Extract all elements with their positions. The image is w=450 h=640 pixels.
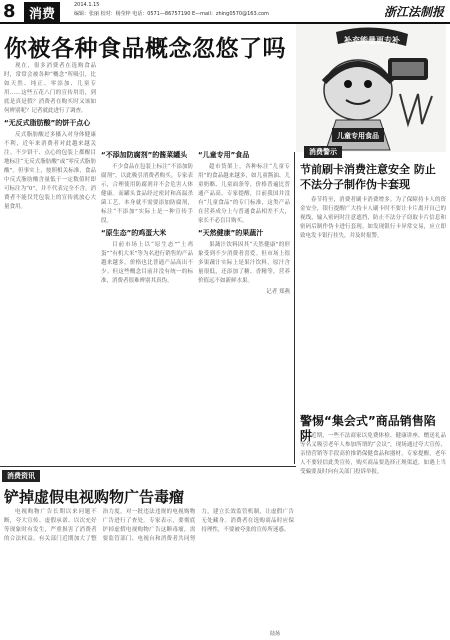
warning-bar: 消费警示 xyxy=(304,146,342,158)
trap-body xyxy=(300,432,446,636)
cartoon-tag: 补充能量更专补 xyxy=(344,36,400,45)
lead-paragraph: 现在，很多消费者在选购食品时，常常会被各种“概念”所吸引，比如天然、纯正、零添加、儿童专用……这些五花八门的宣传用语，到底是真是假？消费者在购买时又该如何辨别呢？记者就此进行了调查。 xyxy=(4,63,96,114)
cartoon-caption: 儿童专用食品 xyxy=(337,132,379,140)
warning-headline: 节前刷卡消费注意安全 防止不法分子制作伪卡套现 xyxy=(300,163,436,191)
contact-info: 校对：杨莹梓 电话：0571—86757190 E—mail：zhing0570@163.com xyxy=(100,11,269,17)
cartoon-illustration xyxy=(296,24,446,152)
masthead xyxy=(0,0,450,24)
main-headline: 你被各种食品概念忽悠了吗 xyxy=(4,36,286,62)
column-divider xyxy=(294,152,295,464)
bottom-byline: 陆扬 xyxy=(270,631,281,637)
section-2-text: 不少食品在包装上标注“不添加防腐剂”，以此吸引消费者购买。专家表示，合理使用防腐剂并不会危害人体健康。而罐头食品经过密封和高温杀菌工艺，本身就不需要添加防腐剂，标注“不添加”实际上是一种宣传手段。 xyxy=(101,164,193,224)
subhead-2: “不添加防腐剂”的酱菜罐头 xyxy=(101,151,188,159)
subhead-5: “天然健康”的果蔬汁 xyxy=(198,229,264,237)
section-name: 消费 xyxy=(24,2,60,23)
section-3-text: 目前市场上以“原生态”“土鸡蛋”“有机大米”等为名进行销售的产品越来越多，价格也比普通产品高出不少。但这些概念目前并没有统一的标准，消费者很难辨别其真伪。 xyxy=(101,242,193,284)
bottom-bar: 消费资讯 xyxy=(2,470,40,482)
warning-body xyxy=(300,196,446,410)
subhead-3: “原生态”的鸡蛋大米 xyxy=(101,229,167,237)
issue-date: 2014.1.15 xyxy=(74,2,100,8)
page-number: 8 xyxy=(3,1,16,22)
top-story-col-1 xyxy=(4,62,96,462)
bottom-headline: 铲掉虚假电视购物广告毒瘤 xyxy=(4,488,185,506)
bottom-story-body xyxy=(4,508,294,630)
editor-line xyxy=(74,10,269,17)
warning-text: 春节将至，消费者刷卡消费增多。为了保障持卡人的资金安全，银行提醒广大持卡人刷卡时不要让卡片离开自己的视线，输入密码时注意遮挡，防止不法分子窃取卡片信息和密码后制作伪卡进行套现。如发现银行卡异常交易，应立即致电发卡银行挂失，并及时报警。 xyxy=(300,197,446,239)
section-5-text: 果蔬汁饮料因其“天然健康”的形象受到不少消费者喜爱。但市场上很多果蔬汁实际上是果汁饮料，原汁含量很低，还添加了糖、香精等，营养价值远不如新鲜水果。 xyxy=(198,242,290,284)
bottom-divider xyxy=(0,466,296,467)
editor: 编辑：张丽 xyxy=(74,11,100,17)
section-1-text: 反式脂肪酸过多摄入对身体健康不利，近年来消费者对此越来越关注。不少饼干、点心的包装上都醒目地标注“无反式脂肪酸”或“零反式脂肪酸”。但事实上，按照相关标准，食品中反式脂肪酸含量低于一定数值时即可标注为“0”，并不代表完全不含。消费者不能仅凭包装上的宣传就放心大量食用。 xyxy=(4,132,96,210)
reporter: 记者 郑燕 xyxy=(266,289,290,295)
top-story-col-3 xyxy=(198,150,290,462)
trap-headline: 警惕“集会式”商品销售陷阱 xyxy=(300,414,436,443)
top-story-col-2 xyxy=(101,150,193,462)
subhead-1: “无反式脂肪酸”的饼干点心 xyxy=(4,119,91,127)
paper-logo: 浙江法制报 xyxy=(383,5,444,19)
trap-text: 近期，一些不法商家以免费体检、健康讲座、赠送礼品等名义吸引老年人参加所谓的“会议”，现场通过夸大宣传、亲情营销等手段高价推销保健食品和器材。专家提醒，老年人不要轻信此类宣传，购买商品要选择正规渠道，如遇上当受骗要及时向有关部门投诉举报。 xyxy=(300,433,446,475)
section-4-text: 超市货架上，各种标注“儿童专用”的食品越来越多，如儿童酱油、儿童奶酪、儿童面条等，价格普遍比普通产品高。专家提醒，目前我国并没有“儿童食品”的专门标准，这类产品在营养成分上与普通食品相差不大，家长不必盲目购买。 xyxy=(198,164,290,224)
bottom-story-text: 电视购物广告长期以来问题不断，夸大宣传、虚假承诺、以次充好等现象时有发生，严重损害了消费者的合法权益。有关部门近期加大了整治力度，对一批违法违规的电视购物广告进行了查处。专家表示，要彻底铲掉虚假电视购物广告这颗毒瘤，需要监管部门、电视台和消费者共同努力，建立长效监管机制，让虚假广告无处藏身。消费者在选购商品时应保持理性，不要被夸张的宣传所迷惑。 xyxy=(4,509,294,542)
subhead-4: “儿童专用”食品 xyxy=(198,151,250,159)
